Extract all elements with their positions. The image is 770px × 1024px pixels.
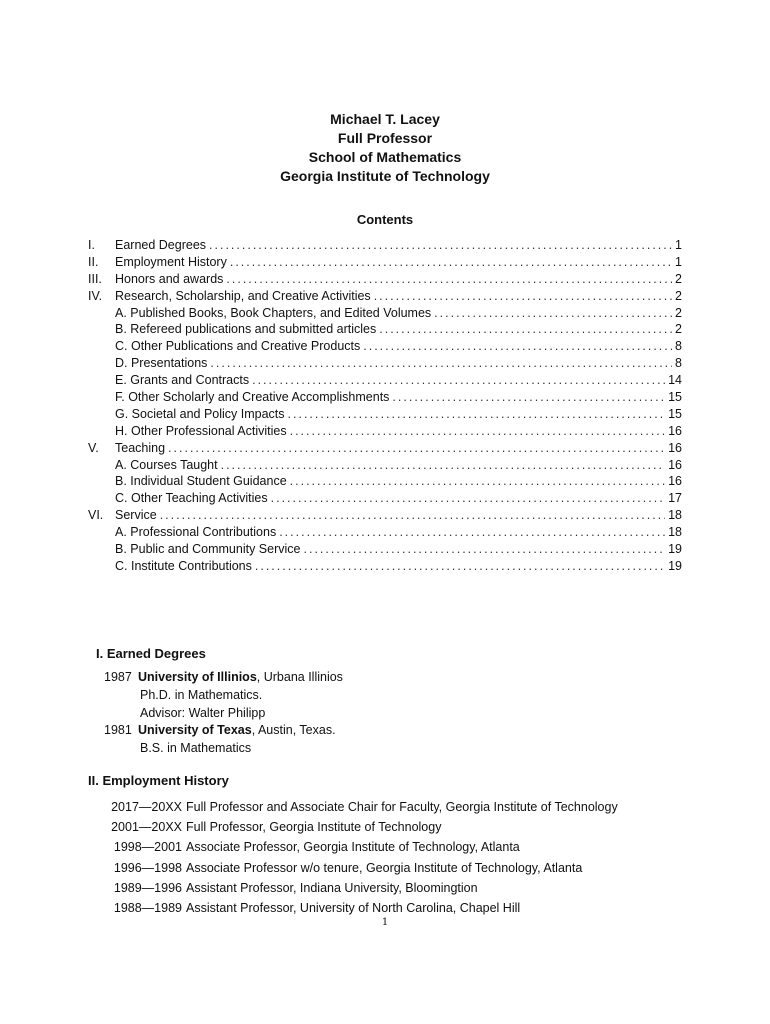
degree-year: 1987 xyxy=(104,670,132,684)
employment-years: 1998—2001 xyxy=(113,840,182,855)
toc-entry-label: E. Grants and Contracts xyxy=(115,373,250,388)
toc-entry-page: 1 xyxy=(675,254,682,269)
employment-description: Associate Professor w/o tenure, Georgia Institute of Technology, Atlanta xyxy=(186,860,583,875)
toc-dot-leader xyxy=(290,423,665,440)
toc-dot-leader xyxy=(221,457,665,474)
toc-entry-page: 2 xyxy=(675,305,682,320)
toc-entry-label: D. Presentations xyxy=(115,356,208,371)
degree-detail: Ph.D. in Mathematics. xyxy=(140,687,263,702)
toc-entry-page: 14 xyxy=(668,373,682,388)
toc-dot-leader xyxy=(210,355,672,372)
employment-entry xyxy=(104,878,704,898)
toc-entry[interactable] xyxy=(88,355,682,372)
toc-dot-leader xyxy=(374,288,672,305)
employment-years: 2001—20XX xyxy=(111,820,182,835)
employment-entry xyxy=(104,858,704,878)
toc-entry-label: Honors and awards xyxy=(115,271,224,286)
employment-description: Assistant Professor, Indiana University, Bloomingtion xyxy=(186,880,478,895)
toc-entry[interactable] xyxy=(88,558,682,575)
toc-dot-leader xyxy=(209,237,672,254)
toc-dot-leader xyxy=(271,490,665,507)
toc-entry-label: A. Professional Contributions xyxy=(115,525,277,540)
employment-years: 2017—20XX xyxy=(111,800,182,814)
toc-dot-leader xyxy=(230,254,672,271)
toc-entry[interactable] xyxy=(88,406,682,423)
author-institution: Georgia Institute of Technology xyxy=(280,168,490,184)
toc-dot-leader xyxy=(279,524,665,541)
toc-entry[interactable] xyxy=(88,338,682,355)
toc-entry[interactable] xyxy=(88,237,682,254)
author-name: Michael T. Lacey xyxy=(330,111,440,127)
toc-entry-page: 8 xyxy=(675,356,682,371)
degree-location: , Austin, Texas. xyxy=(251,723,336,737)
employment-years: 1988—1989 xyxy=(113,900,182,915)
toc-entry-number: IV. xyxy=(88,288,103,303)
employment-list xyxy=(104,797,704,918)
toc-entry-number: II. xyxy=(88,254,99,269)
degree-entry xyxy=(104,669,343,722)
toc-dot-leader xyxy=(160,507,665,524)
toc-dot-leader xyxy=(363,338,672,355)
degree-year: 1981 xyxy=(104,723,132,737)
page-number: 1 xyxy=(381,917,389,928)
toc-entry-page: 8 xyxy=(675,339,682,354)
toc-entry-label: Earned Degrees xyxy=(115,238,207,252)
toc-dot-leader xyxy=(434,305,672,322)
toc-dot-leader xyxy=(252,372,665,389)
toc-entry[interactable] xyxy=(88,507,682,524)
toc-entry[interactable] xyxy=(88,423,682,440)
toc-entry[interactable] xyxy=(88,440,682,457)
toc-dot-leader xyxy=(290,473,665,490)
employment-description: Full Professor and Associate Chair for Faculty, Georgia Institute of Technology xyxy=(186,800,618,814)
employment-years: 1996—1998 xyxy=(113,860,182,875)
toc-dot-leader xyxy=(226,271,672,288)
toc-entry[interactable] xyxy=(88,254,682,271)
toc-dot-leader xyxy=(255,558,665,575)
employment-entry xyxy=(104,898,704,918)
toc-entry-page: 16 xyxy=(668,423,682,438)
employment-entry xyxy=(104,837,704,857)
employment-description: Associate Professor, Georgia Institute of Technology, Atlanta xyxy=(186,840,520,855)
degree-school: University of Texas xyxy=(138,723,252,737)
degree-location: , Urbana Illinios xyxy=(256,670,343,684)
toc-entry-number: VI. xyxy=(88,508,104,523)
toc-entry[interactable] xyxy=(88,389,682,406)
toc-dot-leader xyxy=(304,541,666,558)
table-of-contents xyxy=(88,237,682,575)
toc-entry-page: 1 xyxy=(675,238,682,252)
employment-entry xyxy=(104,817,704,837)
toc-entry-label: Teaching xyxy=(115,440,166,455)
toc-entry-label: F. Other Scholarly and Creative Accomplishments xyxy=(115,390,390,405)
toc-entry-label: C. Other Publications and Creative Products xyxy=(115,339,361,354)
toc-entry[interactable] xyxy=(88,490,682,507)
toc-entry-label: Research, Scholarship, and Creative Activities xyxy=(115,288,371,303)
section-employment-history-title: II. Employment History xyxy=(88,773,229,788)
toc-entry-label: A. Published Books, Book Chapters, and Edited Volumes xyxy=(115,305,432,320)
degree-school: University of Illinios xyxy=(138,670,257,684)
section-earned-degrees-title: I. Earned Degrees xyxy=(96,646,206,661)
employment-entry xyxy=(104,797,704,817)
toc-entry[interactable] xyxy=(88,457,682,474)
toc-entry-page: 16 xyxy=(668,457,682,472)
toc-dot-leader xyxy=(288,406,666,423)
toc-entry-label: Employment History xyxy=(115,254,227,269)
toc-entry-page: 16 xyxy=(668,440,682,455)
toc-entry-page: 2 xyxy=(675,271,682,286)
toc-entry[interactable] xyxy=(88,372,682,389)
toc-entry-label: G. Societal and Policy Impacts xyxy=(115,406,285,421)
toc-entry-label: B. Public and Community Service xyxy=(115,542,301,557)
toc-entry-page: 15 xyxy=(668,390,682,405)
toc-entry-number: III. xyxy=(88,271,102,286)
toc-entry[interactable] xyxy=(88,305,682,322)
toc-entry[interactable] xyxy=(88,288,682,305)
toc-entry-number: V. xyxy=(88,440,99,455)
degree-entry xyxy=(104,722,336,758)
toc-entry-number: I. xyxy=(88,238,95,252)
toc-entry-page: 16 xyxy=(668,474,682,489)
toc-dot-leader xyxy=(392,389,665,406)
toc-entry[interactable] xyxy=(88,271,682,288)
author-rank: Full Professor xyxy=(337,130,433,146)
title-block xyxy=(0,110,770,186)
employment-description: Assistant Professor, University of North Carolina, Chapel Hill xyxy=(186,900,521,915)
toc-entry[interactable] xyxy=(88,524,682,541)
toc-entry[interactable] xyxy=(88,321,682,338)
toc-entry-page: 18 xyxy=(668,525,682,540)
employment-years: 1989—1996 xyxy=(113,880,182,895)
toc-entry-page: 17 xyxy=(668,491,682,506)
toc-entry-label: C. Other Teaching Activities xyxy=(115,491,268,506)
toc-entry-label: B. Individual Student Guidance xyxy=(115,474,287,489)
degree-detail: Advisor: Walter Philipp xyxy=(140,705,266,720)
employment-description: Full Professor, Georgia Institute of Technology xyxy=(186,820,442,835)
toc-entry[interactable] xyxy=(88,473,682,490)
toc-entry-page: 19 xyxy=(668,542,682,557)
toc-entry-label: B. Refereed publications and submitted articles xyxy=(115,322,377,337)
toc-entry-label: A. Courses Taught xyxy=(115,457,218,472)
toc-dot-leader xyxy=(379,321,672,338)
contents-heading: Contents xyxy=(356,212,414,227)
toc-entry-page: 2 xyxy=(675,288,682,303)
toc-entry-label: C. Institute Contributions xyxy=(115,558,252,573)
toc-entry-page: 19 xyxy=(668,558,682,573)
toc-entry-page: 15 xyxy=(668,406,682,421)
toc-entry-label: Service xyxy=(115,508,157,523)
toc-dot-leader xyxy=(168,440,665,457)
author-school: School of Mathematics xyxy=(308,149,462,165)
toc-entry[interactable] xyxy=(88,541,682,558)
degree-detail: B.S. in Mathematics xyxy=(140,740,252,755)
toc-entry-label: H. Other Professional Activities xyxy=(115,423,287,438)
toc-entry-page: 18 xyxy=(668,508,682,523)
toc-entry-page: 2 xyxy=(675,322,682,337)
